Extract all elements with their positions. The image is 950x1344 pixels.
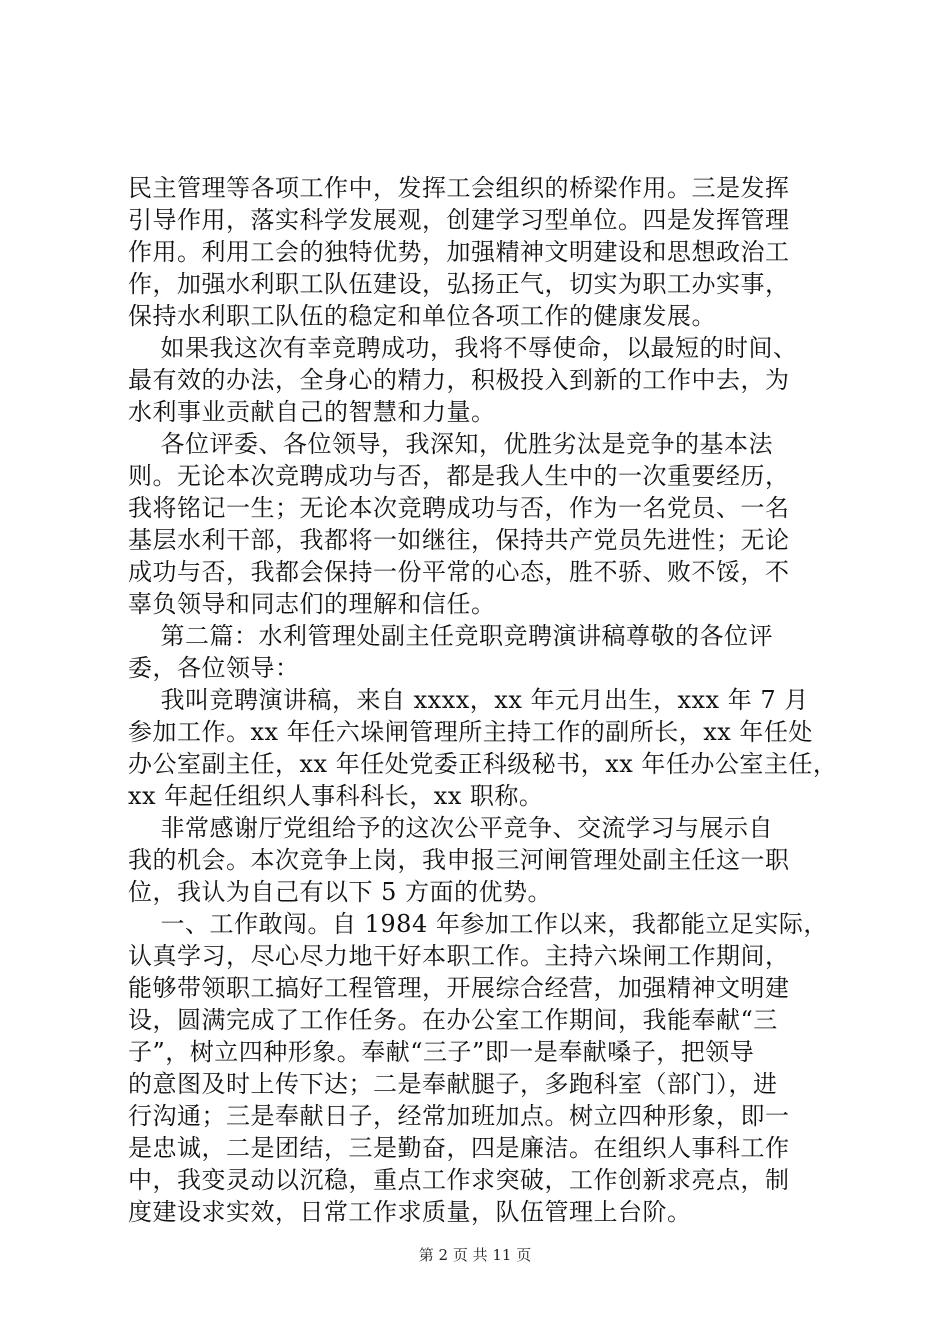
text-line: 我的机会。本次竞争上岗，我申报三河闸管理处副主任这一职 — [128, 846, 790, 874]
text-line: 引导作用，落实科学发展观，创建学习型单位。四是发挥管理 — [128, 206, 790, 234]
document-body — [128, 172, 838, 1228]
text-line: 设，圆满完成了工作任务。在办公室工作期间，我能奉献“三 — [128, 1006, 778, 1034]
text-line: 最有效的办法，全身心的精力，积极投入到新的工作中去，为 — [128, 366, 790, 394]
text-line: 水利事业贡献自己的智慧和力量。 — [128, 398, 496, 426]
text-line: 是忠诚，二是团结，三是勤奋，四是廉洁。在组织人事科工作 — [128, 1134, 790, 1162]
text-line: 行沟通；三是奉献日子，经常加班加点。树立四种形象，即一 — [128, 1102, 790, 1130]
text-line: 子”，树立四种形象。奉献“三子”即一是奉献嗓子，把领导 — [128, 1038, 755, 1066]
text-line: 位，我认为自己有以下 5 方面的优势。 — [128, 878, 553, 906]
text-line: 的意图及时上传下达；二是奉献腿子，多跑科室（部门），进 — [128, 1070, 778, 1098]
text-line: 认真学习，尽心尽力地干好本职工作。主持六垛闸工作期间， — [128, 942, 790, 970]
text-line: 委，各位领导： — [128, 654, 300, 682]
text-line: 参加工作。xx 年任六垛闸管理所主持工作的副所长，xx 年任处 — [128, 718, 813, 746]
text-line: 各位评委、各位领导，我深知，优胜劣汰是竞争的基本法 — [128, 430, 774, 458]
text-line: 非常感谢厅党组给予的这次公平竞争、交流学习与展示自 — [128, 814, 774, 842]
text-line: 如果我这次有幸竞聘成功，我将不辱使命，以最短的时间、 — [128, 334, 798, 362]
text-line: 保持水利职工队伍的稳定和单位各项工作的健康发展。 — [128, 302, 716, 330]
text-line: 度建设求实效，日常工作求质量，队伍管理上台阶。 — [128, 1198, 692, 1226]
text-line: 办公室副主任，xx 年任处党委正科级秘书，xx 年任办公室主任， — [128, 750, 838, 778]
text-line: 能够带领职工搞好工程管理，开展综合经营，加强精神文明建 — [128, 974, 790, 1002]
text-line: 我将铭记一生；无论本次竞聘成功与否，作为一名党员、一名 — [128, 494, 790, 522]
text-line: 中，我变灵动以沉稳，重点工作求突破，工作创新求亮点，制 — [128, 1166, 790, 1194]
page-number-footer: 第 2 页 共 11 页 — [418, 1246, 532, 1264]
text-line: 则。无论本次竞聘成功与否，都是我人生中的一次重要经历， — [128, 462, 790, 490]
text-line: 基层水利干部，我都将一如继往，保持共产党员先进性；无论 — [128, 526, 790, 554]
text-line: xx 年起任组织人事科科长，xx 职称。 — [128, 782, 544, 810]
text-line: 作，加强水利职工队伍建设，弘扬正气，切实为职工办实事， — [128, 270, 790, 298]
text-line: 第二篇：水利管理处副主任竞职竞聘演讲稿尊敬的各位评 — [128, 622, 774, 650]
text-line: 辜负领导和同志们的理解和信任。 — [128, 590, 496, 618]
text-line: 我叫竞聘演讲稿，来自 xxxx，xx 年元月出生，xxx 年 7 月 — [128, 686, 809, 714]
text-line: 民主管理等各项工作中，发挥工会组织的桥梁作用。三是发挥 — [128, 174, 790, 202]
text-line: 作用。利用工会的独特优势，加强精神文明建设和思想政治工 — [128, 238, 790, 266]
text-line: 一、工作敢闯。自 1984 年参加工作以来，我都能立足实际， — [128, 910, 828, 938]
text-line: 成功与否，我都会保持一份平常的心态，胜不骄、败不馁，不 — [128, 558, 790, 586]
